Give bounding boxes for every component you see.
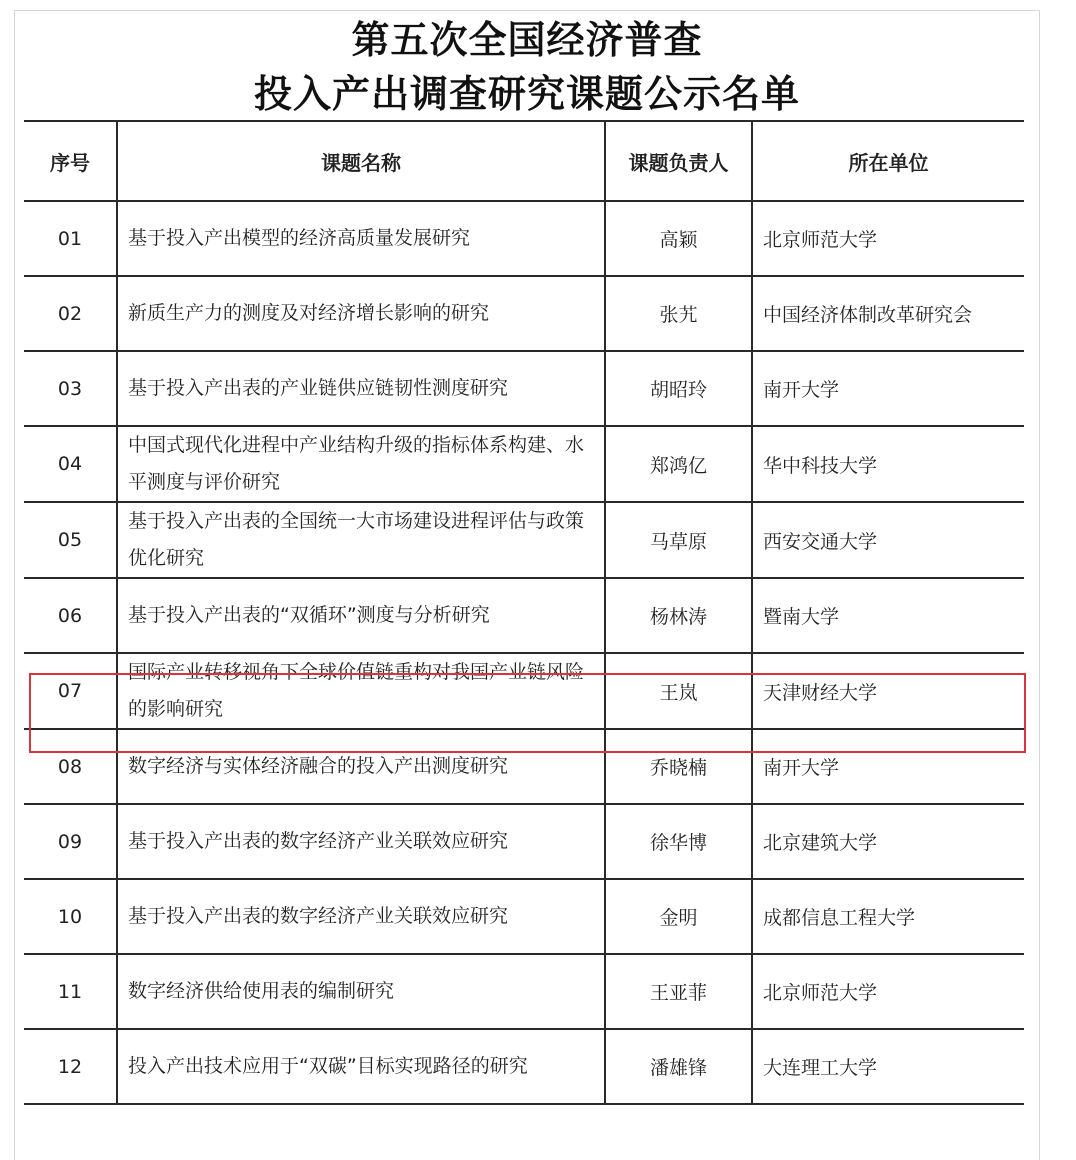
row-unit: 北京师范大学	[752, 954, 1024, 1029]
row-no: 02	[24, 276, 117, 351]
row-unit: 南开大学	[752, 351, 1024, 426]
row-topic: 基于投入产出表的产业链供应链韧性测度研究	[117, 351, 605, 426]
row-leader: 乔晓楠	[605, 729, 752, 804]
table-row-highlighted	[24, 653, 1024, 729]
row-leader: 胡昭玲	[605, 351, 752, 426]
row-no: 11	[24, 954, 117, 1029]
row-no: 07	[24, 653, 117, 729]
table-row	[24, 954, 1024, 1029]
row-unit: 大连理工大学	[752, 1029, 1024, 1104]
row-topic: 数字经济与实体经济融合的投入产出测度研究	[117, 729, 605, 804]
row-leader: 张艽	[605, 276, 752, 351]
table-header-row	[24, 121, 1024, 201]
row-no: 03	[24, 351, 117, 426]
row-topic: 基于投入产出表的全国统一大市场建设进程评估与政策优化研究	[117, 502, 605, 578]
table-row	[24, 578, 1024, 653]
row-topic: 基于投入产出表的数字经济产业关联效应研究	[117, 804, 605, 879]
row-unit: 华中科技大学	[752, 426, 1024, 502]
table-row	[24, 426, 1024, 502]
page-title-line-1: 第五次全国经济普查	[351, 17, 703, 62]
table-row	[24, 1029, 1024, 1104]
row-unit: 成都信息工程大学	[752, 879, 1024, 954]
table-row	[24, 351, 1024, 426]
project-list-table	[24, 120, 1024, 1105]
row-leader: 马草原	[605, 502, 752, 578]
header-unit: 所在单位	[752, 121, 1024, 201]
row-leader: 王岚	[605, 653, 752, 729]
row-no: 01	[24, 201, 117, 276]
row-topic: 基于投入产出表的数字经济产业关联效应研究	[117, 879, 605, 954]
row-leader: 王亚菲	[605, 954, 752, 1029]
table-row	[24, 879, 1024, 954]
header-no: 序号	[24, 121, 117, 201]
table-row	[24, 276, 1024, 351]
row-no: 08	[24, 729, 117, 804]
row-unit: 中国经济体制改革研究会	[752, 276, 1024, 351]
row-topic: 国际产业转移视角下全球价值链重构对我国产业链风险的影响研究	[117, 653, 605, 729]
row-no: 06	[24, 578, 117, 653]
row-no: 10	[24, 879, 117, 954]
header-topic: 课题名称	[117, 121, 605, 201]
row-unit: 北京师范大学	[752, 201, 1024, 276]
row-unit: 南开大学	[752, 729, 1024, 804]
row-no: 12	[24, 1029, 117, 1104]
row-topic: 数字经济供给使用表的编制研究	[117, 954, 605, 1029]
row-leader: 郑鸿亿	[605, 426, 752, 502]
row-leader: 潘雄锋	[605, 1029, 752, 1104]
table-row	[24, 729, 1024, 804]
page-title-line-2: 投入产出调查研究课题公示名单	[253, 71, 800, 116]
table-row	[24, 804, 1024, 879]
row-unit: 西安交通大学	[752, 502, 1024, 578]
row-no: 05	[24, 502, 117, 578]
row-topic: 基于投入产出模型的经济高质量发展研究	[117, 201, 605, 276]
row-no: 09	[24, 804, 117, 879]
row-unit: 天津财经大学	[752, 653, 1024, 729]
row-no: 04	[24, 426, 117, 502]
row-leader: 金明	[605, 879, 752, 954]
row-unit: 暨南大学	[752, 578, 1024, 653]
table-row	[24, 502, 1024, 578]
header-leader: 课题负责人	[605, 121, 752, 201]
row-leader: 杨林涛	[605, 578, 752, 653]
row-topic: 中国式现代化进程中产业结构升级的指标体系构建、水平测度与评价研究	[117, 426, 605, 502]
row-topic: 新质生产力的测度及对经济增长影响的研究	[117, 276, 605, 351]
table-row	[24, 201, 1024, 276]
row-leader: 徐华博	[605, 804, 752, 879]
row-unit: 北京建筑大学	[752, 804, 1024, 879]
row-leader: 高颖	[605, 201, 752, 276]
row-topic: 基于投入产出表的“双循环”测度与分析研究	[117, 578, 605, 653]
row-topic: 投入产出技术应用于“双碳”目标实现路径的研究	[117, 1029, 605, 1104]
